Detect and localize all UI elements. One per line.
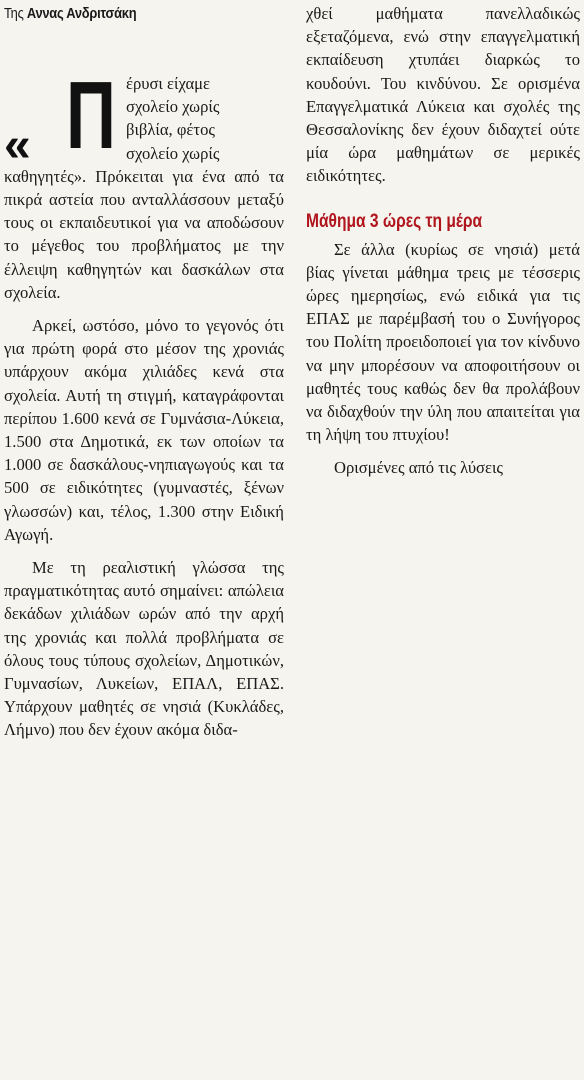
paragraph-consequences-continued: χθεί μαθήματα πανελλαδικώς εξεταζόμενα, ενώ στην επαγγελματική εκπαίδευση χτυπάει διαρκώς το κουδούνι. Του κινδύνου. Σε ορισμένα Επαγγελματικά Λύκεια και σχολές της Θεσσαλονίκης δεν έχουν διδαχτεί ούτε μία ώρα μαθημάτων σε μερικές ειδικότητες. <box>306 4 580 186</box>
section-subheading: Μάθημα 3 ώρες τη μέρα <box>306 210 483 232</box>
lead-rest: καθηγητές». Πρόκειται για ένα από τα πικρά αστεία που ανταλλάσσουν μεταξύ τους οι εκπαιδευτικοί για να αποδώσουν το μέγεθος του προβλήματος με την έλλειψη καθηγητών και δασκάλων στα σχολεία. <box>4 166 284 302</box>
drop-cap: Π <box>66 62 116 169</box>
opening-quote-mark: « <box>4 119 25 172</box>
lead-line-1: έρυσι είχαμε <box>126 74 211 93</box>
lead-line-4: σχολείο χωρίς <box>126 143 220 163</box>
lead-line-2: σχολείο χωρίς <box>126 97 220 117</box>
byline-prefix: Της <box>4 5 24 22</box>
paragraph-reduced-hours: Σε άλλα (κυρίως σε νησιά) μετά βίας γίνεται μάθημα τρεις με τέσσερις ώρες ημερησίως, ενώ ειδικά για τις ΕΠΑΣ με παρέμβασή του ο Συνήγορος του Πολίτη προειδοποιεί για τον κίνδυνο να μην μπορέσουν να αποφοιτήσουν οι μαθητές τους καθώς δεν θα προλάβουν να διδαχθούν την ύλη που απαιτείται για τη λήψη του πτυχίου! <box>306 239 580 445</box>
lead-text <box>4 72 284 304</box>
byline-author: Αννας Ανδριτσάκη <box>26 5 137 22</box>
lead-line-3: βιβλία, φέτος <box>126 120 215 140</box>
lead-paragraph <box>4 62 284 304</box>
right-column <box>306 0 580 480</box>
paragraph-vacancies: Αρκεί, ωστόσο, μόνο το γεγονός ότι για πρώτη φορά στο μέσον της χρονιάς υπάρχουν ακόμα χιλιάδες κενά στα σχολεία. Αυτή τη στιγμή, καταγράφονται περίπου 1.600 κενά σε Γυμνάσια-Λύκεια, 1.500 στα Δημοτικά, εκ των οποίων τα 1.000 σε δασκάλους-νηπιαγωγούς και τα 500 σε ειδικότητες (γυμναστές, ξένων γλωσσών) και, τέλος, 1.300 στην Ειδική Αγωγή. <box>4 316 284 544</box>
paragraph-solutions: Ορισμένες από τις λύσεις <box>334 458 504 478</box>
byline <box>4 4 245 24</box>
left-column <box>4 0 284 742</box>
paragraph-consequences: Με τη ρεαλιστική γλώσσα της πραγματικότητας αυτό σημαίνει: απώλεια δεκάδων χιλιάδων ωρών από την αρχή της χρονιάς και πολλά προβλήματα σε όλους τους τύπους σχολείων, Δημοτικών, Γυμνασίων, Λυκείων, ΕΠΑΛ, ΕΠΑΣ. Υπάρχουν μαθητές σε νησιά (Κυκλάδες, Λήμνο) που δεν έχουν ακόμα διδα- <box>4 558 284 740</box>
